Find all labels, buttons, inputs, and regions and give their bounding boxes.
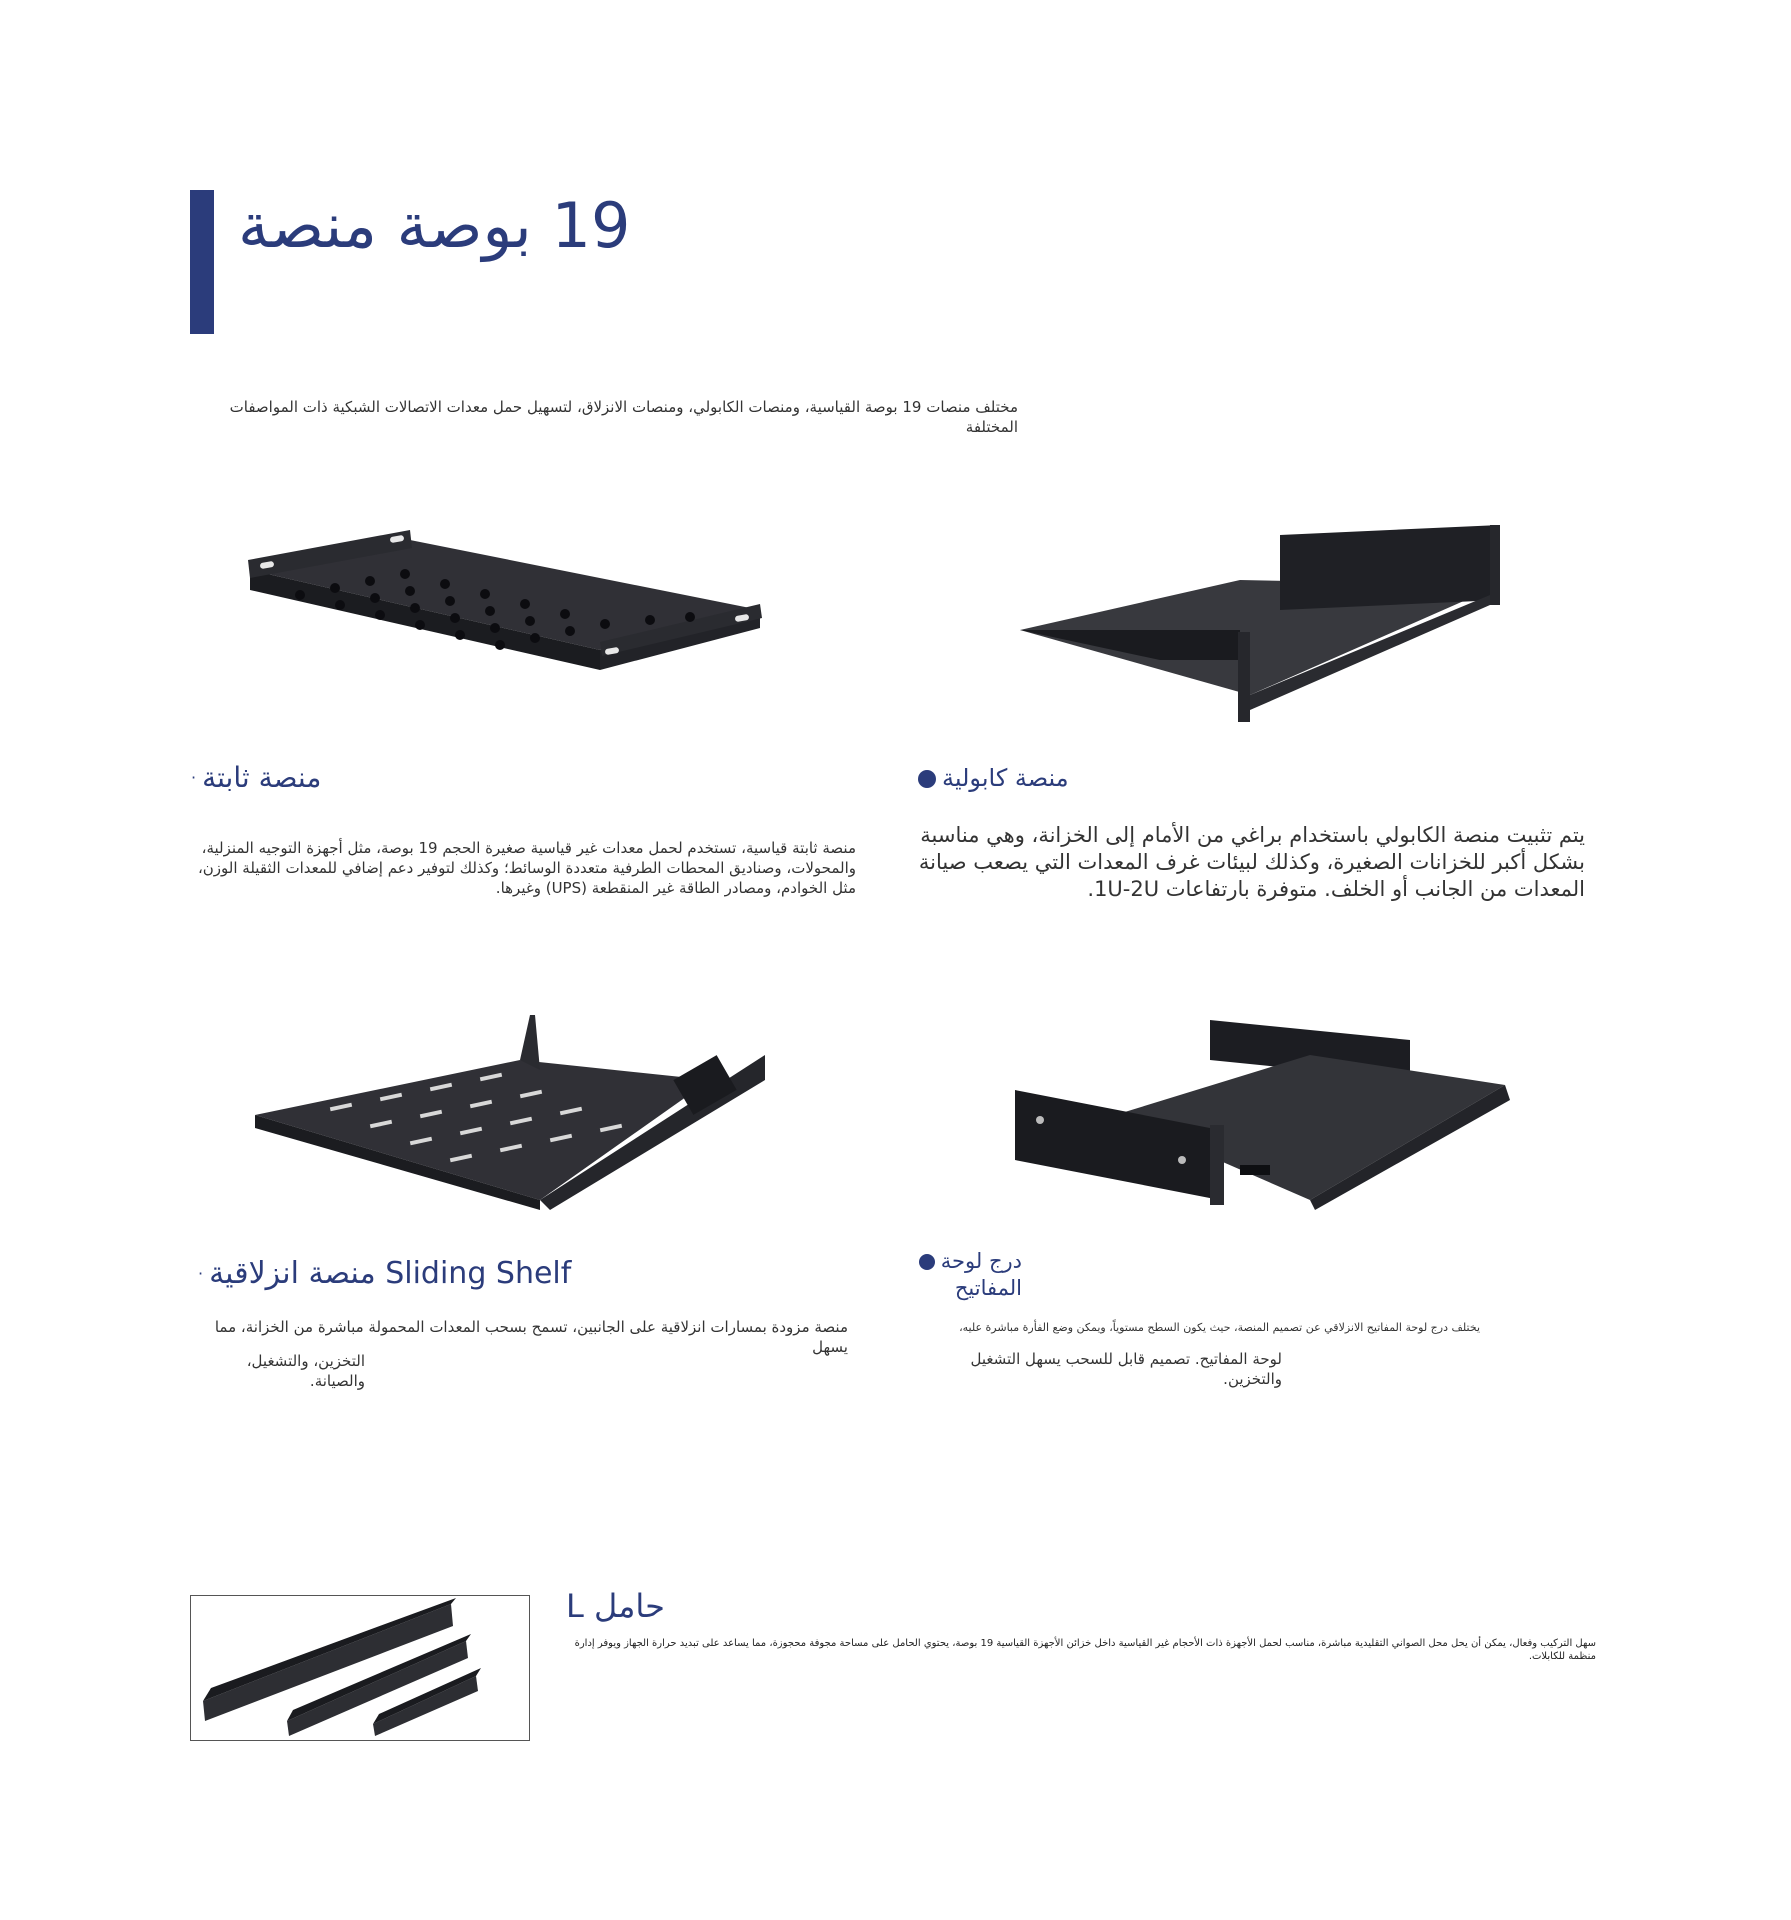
l-bracket-image bbox=[191, 1596, 529, 1740]
page-title: 19 بوصة منصة bbox=[238, 189, 631, 262]
fixed-shelf-description: منصة ثابتة قياسية، تستخدم لحمل معدات غير قياسية صغيرة الحجم 19 بوصة، مثل أجهزة التوجيه المنزلية، والمحولات، وصناديق المحطات الطرفية متعددة الوسائط؛ وكذلك لتوفير دعم إضافي للمعدات الثقيلة الوزن، مثل الخوادم، ومصادر الطاقة غير المنقطعة (UPS) وغيرها. bbox=[197, 839, 856, 897]
fixed-shelf-title bbox=[185, 760, 321, 796]
sliding-shelf-title-text: Sliding Shelf منصة انزلاقية bbox=[209, 1256, 572, 1291]
keyboard-drawer-title bbox=[905, 1248, 1022, 1302]
sliding-shelf-title bbox=[192, 1256, 571, 1292]
fixed-shelf-title-text: منصة ثابتة bbox=[202, 761, 322, 794]
bullet-icon: · bbox=[191, 768, 197, 787]
keyboard-drawer-image bbox=[1010, 1015, 1510, 1215]
keyboard-drawer-title-line2: المفاتيح bbox=[954, 1276, 1022, 1300]
intro-text: مختلف منصات 19 بوصة القياسية، ومنصات الكابولي، ومنصات الانزلاق، لتسهيل حمل معدات الاتصالات الشبكية ذات المواصفات المختلفة bbox=[229, 398, 1018, 436]
keyboard-drawer-description-2: لوحة المفاتيح. تصميم قابل للسحب يسهل التشغيل والتخزين. bbox=[970, 1350, 1282, 1388]
title-accent-bar bbox=[190, 190, 214, 334]
keyboard-drawer-title-line1: درج لوحة bbox=[940, 1249, 1022, 1273]
l-bracket-description: سهل التركيب وفعال، يمكن أن يحل محل الصواني التقليدية مباشرة، مناسب لحمل الأجهزة ذات الأحجام غير القياسية داخل خزائن الأجهزة القياسية 19 بوصة، يحتوي الحامل على مساحة مجوفة محجوزة، مما يساعد على تبديد حرارة الجهاز ويوفر إدارة منظمة للكابلات. bbox=[574, 1638, 1596, 1662]
sliding-shelf-description-1: منصة مزودة بمسارات انزلاقية على الجانبين، تسمح بسحب المعدات المحمولة مباشرة من الخزانة، مما يسهل bbox=[214, 1318, 848, 1356]
l-bracket-title: حامل L bbox=[566, 1587, 665, 1625]
bullet-dot-icon bbox=[919, 1254, 935, 1270]
bullet-icon: · bbox=[198, 1264, 204, 1283]
sliding-shelf-image bbox=[250, 1010, 770, 1210]
cantilever-shelf-image bbox=[1010, 520, 1510, 740]
cantilever-shelf-description: يتم تثبيت منصة الكابولي باستخدام براغي من الأمام إلى الخزانة، وهي مناسبة بشكل أكبر للخزانات الصغيرة، وكذلك لبيئات غرف المعدات التي يصعب صيانة المعدات من الجانب أو الخلف. متوفرة بارتفاعات 1U-2U. bbox=[918, 823, 1585, 901]
l-bracket-image-frame bbox=[190, 1595, 530, 1741]
fixed-shelf-image bbox=[240, 520, 770, 710]
cantilever-shelf-title-text: منصة كابولية bbox=[942, 764, 1069, 792]
cantilever-shelf-title bbox=[912, 760, 1069, 796]
sliding-shelf-description-2: التخزين، والتشغيل، والصيانة. bbox=[246, 1352, 365, 1390]
keyboard-drawer-description-1: يختلف درج لوحة المفاتيح الانزلاقي عن تصميم المنصة، حيث يكون السطح مستوياً، ويمكن وضع الفأرة مباشرة عليه، bbox=[959, 1321, 1480, 1334]
bullet-dot-icon bbox=[918, 770, 936, 788]
